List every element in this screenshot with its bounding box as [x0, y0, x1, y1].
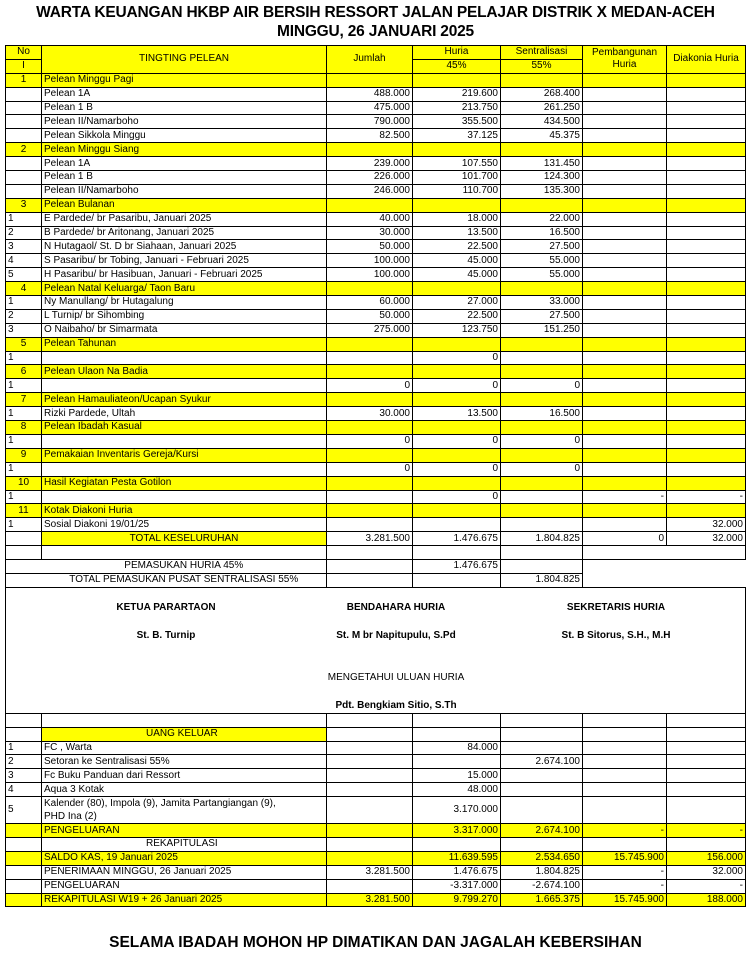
- row-jumlah: 60.000: [327, 296, 413, 310]
- penerimaan-huria: 1.476.675: [413, 865, 501, 879]
- row-label: E Pardede/ br Pasaribu, Januari 2025: [42, 212, 327, 226]
- row-huria: 110.700: [413, 184, 501, 198]
- row-huria: 0: [413, 351, 501, 365]
- pengeluaran2-row: [6, 879, 746, 893]
- row-sentral: 0: [501, 462, 583, 476]
- row-no: 5: [6, 268, 42, 282]
- saldo-row: [6, 851, 746, 865]
- saldo-pembangunan: 15.745.900: [583, 851, 667, 865]
- pengeluaran2-sentral: -2.674.100: [501, 879, 583, 893]
- row-jumlah: 50.000: [327, 309, 413, 323]
- row-sentral: 261.250: [501, 101, 583, 115]
- row-no: 1: [6, 518, 42, 532]
- row-huria: 84.000: [413, 741, 501, 755]
- section-title: Hasil Kegiatan Pesta Gotilon: [42, 476, 327, 490]
- total-diakonia: 32.000: [667, 532, 746, 546]
- table-row: [6, 490, 746, 504]
- row-label: Aqua 3 Kotak: [42, 783, 327, 797]
- row-huria: 355.500: [413, 115, 501, 129]
- row-jumlah: 100.000: [327, 254, 413, 268]
- row-huria: 15.000: [413, 769, 501, 783]
- pemasukan-huria: 1.476.675: [413, 559, 501, 573]
- header-huria: Huria: [413, 46, 501, 60]
- table-row: [6, 87, 746, 101]
- total-jumlah: 3.281.500: [327, 532, 413, 546]
- row-label: FC , Warta: [42, 741, 327, 755]
- row-huria: 0: [413, 490, 501, 504]
- table-row: [6, 115, 746, 129]
- row-jumlah: 100.000: [327, 268, 413, 282]
- row-no: 2: [6, 755, 42, 769]
- row-sentral: 55.000: [501, 254, 583, 268]
- row-huria: 219.600: [413, 87, 501, 101]
- row-huria: 22.500: [413, 240, 501, 254]
- header-i: I: [6, 59, 42, 73]
- total-huria: 1.476.675: [413, 532, 501, 546]
- section-row: [6, 504, 746, 518]
- header-huria-pct: 45%: [413, 59, 501, 73]
- section-row: [6, 337, 746, 351]
- table-row: [6, 212, 746, 226]
- total-pembangunan: 0: [583, 532, 667, 546]
- row-huria: 123.750: [413, 323, 501, 337]
- row-huria: 13.500: [413, 226, 501, 240]
- section-no: 5: [6, 337, 42, 351]
- row-sentral: 45.375: [501, 129, 583, 143]
- row-no: 3: [6, 240, 42, 254]
- keluar-row: [6, 741, 746, 755]
- row-label: Sosial Diakoni 19/01/25: [42, 518, 327, 532]
- row-jumlah: 246.000: [327, 184, 413, 198]
- section-title: Pelean Natal Keluarga/ Taon Baru: [42, 282, 327, 296]
- row-jumlah: 790.000: [327, 115, 413, 129]
- table-row: [6, 226, 746, 240]
- section-row: [6, 365, 746, 379]
- table-row: [6, 323, 746, 337]
- row-huria: 13.500: [413, 407, 501, 421]
- row-no: 1: [6, 351, 42, 365]
- penerimaan-pembangunan: -: [583, 865, 667, 879]
- section-no: 4: [6, 282, 42, 296]
- row-jumlah: 0: [327, 379, 413, 393]
- penerimaan-jumlah: 3.281.500: [327, 865, 413, 879]
- row-no: 5: [6, 797, 42, 824]
- row-huria: 0: [413, 462, 501, 476]
- row-huria: 101.700: [413, 171, 501, 185]
- keluar-row: [6, 755, 746, 769]
- section-no: 6: [6, 365, 42, 379]
- pengeluaran-label: PENGELUARAN: [42, 824, 327, 838]
- section-title: Pelean Minggu Pagi: [42, 73, 327, 87]
- sekretaris-title: SEKRETARIS HURIA: [566, 601, 666, 613]
- pengeluaran2-huria: -3.317.000: [413, 879, 501, 893]
- row-label: N Hutagaol/ St. D br Siahaan, Januari 2025: [42, 240, 327, 254]
- row-no: 3: [6, 769, 42, 783]
- row-sentral: 268.400: [501, 87, 583, 101]
- report-date: MINGGU, 26 JANUARI 2025: [277, 23, 474, 40]
- report-title: WARTA KEUANGAN HKBP AIR BERSIH RESSORT JALAN PELAJAR DISTRIK X MEDAN-ACEH: [36, 4, 715, 21]
- row-label: H Pasaribu/ br Hasibuan, Januari - Februari 2025: [42, 268, 327, 282]
- row-sentral: 0: [501, 434, 583, 448]
- section-no: 10: [6, 476, 42, 490]
- row-huria: 0: [413, 379, 501, 393]
- section-no: 9: [6, 448, 42, 462]
- table-row: [6, 518, 746, 532]
- section-title: Kotak Diakoni Huria: [42, 504, 327, 518]
- row-label: Fc Buku Panduan dari Ressort: [42, 769, 327, 783]
- pengeluaran2-label: PENGELUARAN: [42, 879, 327, 893]
- row-sentral: 2.674.100: [501, 755, 583, 769]
- table-row: [6, 296, 746, 310]
- row-jumlah: 0: [327, 462, 413, 476]
- rekap-title-row: [6, 837, 746, 851]
- section-row: [6, 198, 746, 212]
- rekap-diakonia: 188.000: [667, 893, 746, 907]
- row-diakonia: 32.000: [667, 518, 746, 532]
- section-title: Pemakaian Inventaris Gereja/Kursi: [42, 448, 327, 462]
- section-title: Pelean Hamauliateon/Ucapan Syukur: [42, 393, 327, 407]
- total-label: TOTAL KESELURUHAN: [42, 532, 327, 546]
- section-title: Pelean Ibadah Kasual: [42, 421, 327, 435]
- row-label: Ny Manullang/ br Hutagalung: [42, 296, 327, 310]
- header-no: No: [6, 46, 42, 60]
- row-label: Pelean 1 B: [42, 171, 327, 185]
- section-row: [6, 448, 746, 462]
- row-jumlah: 82.500: [327, 129, 413, 143]
- row-label: Pelean II/Namarboho: [42, 115, 327, 129]
- penerimaan-label: PENERIMAAN MINGGU, 26 Januari 2025: [42, 865, 327, 879]
- row-sentral: 131.450: [501, 157, 583, 171]
- row-jumlah: 239.000: [327, 157, 413, 171]
- table-row: [6, 171, 746, 185]
- row-huria: 18.000: [413, 212, 501, 226]
- row-huria: 22.500: [413, 309, 501, 323]
- pengeluaran-diakonia: -: [667, 824, 746, 838]
- rekap-pembangunan: 15.745.900: [583, 893, 667, 907]
- row-sentral: 0: [501, 379, 583, 393]
- row-no: 4: [6, 783, 42, 797]
- uang-keluar-row: [6, 727, 746, 741]
- section-no: 7: [6, 393, 42, 407]
- section-row: [6, 143, 746, 157]
- row-jumlah: 50.000: [327, 240, 413, 254]
- row-label: Rizki Pardede, Ultah: [42, 407, 327, 421]
- section-row: [6, 421, 746, 435]
- row-huria: 3.170.000: [413, 797, 501, 824]
- row-sentral: 434.500: [501, 115, 583, 129]
- table-row: [6, 129, 746, 143]
- row-label: Pelean II/Namarboho: [42, 184, 327, 198]
- table-row: [6, 240, 746, 254]
- sekretaris-name: St. B Sitorus, S.H., M.H: [561, 629, 671, 641]
- table-row: [6, 351, 746, 365]
- table-row: [6, 309, 746, 323]
- spacer-row: [6, 546, 746, 560]
- row-no: 1: [6, 434, 42, 448]
- section-title: Pelean Ulaon Na Badia: [42, 365, 327, 379]
- rekap-huria: 9.799.270: [413, 893, 501, 907]
- pengeluaran-pembangunan: -: [583, 824, 667, 838]
- row-huria: 45.000: [413, 254, 501, 268]
- header-row: [6, 46, 746, 60]
- pengeluaran2-diakonia: -: [667, 879, 746, 893]
- table-row: [6, 101, 746, 115]
- saldo-label: SALDO KAS, 19 Januari 2025: [42, 851, 327, 865]
- row-label: Pelean 1A: [42, 157, 327, 171]
- row-sentral: 27.500: [501, 309, 583, 323]
- row-sentral: 16.500: [501, 407, 583, 421]
- row-sentral: 22.000: [501, 212, 583, 226]
- pengeluaran2-pembangunan: -: [583, 879, 667, 893]
- row-jumlah: 275.000: [327, 323, 413, 337]
- row-sentral: 124.300: [501, 171, 583, 185]
- row-jumlah: 488.000: [327, 87, 413, 101]
- row-huria: 107.550: [413, 157, 501, 171]
- pusat-sentral: 1.804.825: [501, 573, 583, 587]
- pengeluaran-sentral: 2.674.100: [501, 824, 583, 838]
- row-sentral: 16.500: [501, 226, 583, 240]
- row-no: 4: [6, 254, 42, 268]
- table-row: [6, 157, 746, 171]
- section-row: [6, 476, 746, 490]
- row-label: O Naibaho/ br Simarmata: [42, 323, 327, 337]
- section-no: 3: [6, 198, 42, 212]
- pusat-label: TOTAL PEMASUKAN PUSAT SENTRALISASI 55%: [42, 573, 327, 587]
- penerimaan-row: [6, 865, 746, 879]
- header-tingting: TINGTING PELEAN: [42, 46, 327, 74]
- row-no: 2: [6, 226, 42, 240]
- row-sentral: 135.300: [501, 184, 583, 198]
- row-huria: 48.000: [413, 783, 501, 797]
- row-jumlah: 226.000: [327, 171, 413, 185]
- header-sentral-pct: 55%: [501, 59, 583, 73]
- pusat-row: [6, 573, 746, 587]
- section-title: Pelean Bulanan: [42, 198, 327, 212]
- row-label: Kalender (80), Impola (9), Jamita Partangiangan (9),: [44, 798, 276, 810]
- row-no: 2: [6, 309, 42, 323]
- rekap-jumlah: 3.281.500: [327, 893, 413, 907]
- finance-table: [5, 45, 746, 907]
- row-no: 3: [6, 323, 42, 337]
- row-sentral: [501, 769, 583, 783]
- row-pembangunan: -: [583, 490, 667, 504]
- section-no: 11: [6, 504, 42, 518]
- row-huria: 0: [413, 434, 501, 448]
- spacer-row: [6, 713, 746, 727]
- keluar-row: [6, 797, 746, 824]
- saldo-sentral: 2.534.650: [501, 851, 583, 865]
- row-sentral: [501, 783, 583, 797]
- pemasukan-label: PEMASUKAN HURIA 45%: [42, 559, 327, 573]
- footer-notice: SELAMA IBADAH MOHON HP DIMATIKAN DAN JAGALAH KEBERSIHAN: [109, 934, 642, 951]
- row-jumlah: 40.000: [327, 212, 413, 226]
- rekap-sentral: 1.665.375: [501, 893, 583, 907]
- section-no: 2: [6, 143, 42, 157]
- section-row: [6, 282, 746, 296]
- table-row: [6, 407, 746, 421]
- row-sentral: 33.000: [501, 296, 583, 310]
- section-no: 1: [6, 73, 42, 87]
- total-sentral: 1.804.825: [501, 532, 583, 546]
- row-jumlah: 0: [327, 434, 413, 448]
- row-no: 1: [6, 462, 42, 476]
- bendahara-title: BENDAHARA HURIA: [346, 601, 446, 613]
- header-sentralisasi: Sentralisasi: [501, 46, 583, 60]
- pengeluaran-row: [6, 824, 746, 838]
- row-no: 1: [6, 379, 42, 393]
- row-sentral: 55.000: [501, 268, 583, 282]
- row-no: 1: [6, 407, 42, 421]
- bendahara-name: St. M br Napitupulu, S.Pd: [336, 629, 456, 641]
- uluan-name: Pdt. Bengkiam Sitio, S.Th: [335, 699, 457, 711]
- row-label: Setoran ke Sentralisasi 55%: [42, 755, 327, 769]
- row-label: Pelean 1A: [42, 87, 327, 101]
- row-huria: 37.125: [413, 129, 501, 143]
- row-label: Pelean 1 B: [42, 101, 327, 115]
- row-huria: 27.000: [413, 296, 501, 310]
- row-sentral: 151.250: [501, 323, 583, 337]
- saldo-diakonia: 156.000: [667, 851, 746, 865]
- row-sentral: [501, 741, 583, 755]
- section-no: 8: [6, 421, 42, 435]
- row-label: L Turnip/ br Sihombing: [42, 309, 327, 323]
- section-title: Pelean Tahunan: [42, 337, 327, 351]
- row-label-2: PHD Ina (2): [44, 811, 97, 823]
- row-no: 1: [6, 296, 42, 310]
- rekap-title: REKAPITULASI: [42, 837, 327, 851]
- row-no: 1: [6, 741, 42, 755]
- signature-block: [6, 587, 746, 713]
- header-diakonia: Diakonia Huria: [667, 46, 746, 74]
- table-row: [6, 434, 746, 448]
- penerimaan-sentral: 1.804.825: [501, 865, 583, 879]
- ketua-title: KETUA PARARTAON: [116, 601, 216, 613]
- saldo-huria: 11.639.595: [413, 851, 501, 865]
- section-row: [6, 73, 746, 87]
- row-label: S Pasaribu/ br Tobing, Januari - Februari 2025: [42, 254, 327, 268]
- uang-keluar-label: UANG KELUAR: [42, 727, 327, 741]
- table-row: [6, 254, 746, 268]
- row-diakonia: -: [667, 490, 746, 504]
- penerimaan-diakonia: 32.000: [667, 865, 746, 879]
- row-jumlah: 475.000: [327, 101, 413, 115]
- row-jumlah: 30.000: [327, 226, 413, 240]
- row-label: B Pardede/ br Aritonang, Januari 2025: [42, 226, 327, 240]
- table-row: [6, 462, 746, 476]
- rekap-label: REKAPITULASI W19 + 26 Januari 2025: [42, 893, 327, 907]
- row-huria: 45.000: [413, 268, 501, 282]
- table-row: [6, 379, 746, 393]
- section-row: [6, 393, 746, 407]
- pemasukan-row: [6, 559, 746, 573]
- row-jumlah: 30.000: [327, 407, 413, 421]
- header-pembangunan: Pembangunan Huria: [583, 46, 667, 74]
- table-row: [6, 184, 746, 198]
- section-title: Pelean Minggu Siang: [42, 143, 327, 157]
- table-row: [6, 268, 746, 282]
- header-jumlah: Jumlah: [327, 46, 413, 74]
- row-label: Pelean Sikkola Minggu: [42, 129, 327, 143]
- pengeluaran-huria: 3.317.000: [413, 824, 501, 838]
- row-sentral: 27.500: [501, 240, 583, 254]
- keluar-row: [6, 769, 746, 783]
- mengetahui-label: MENGETAHUI ULUAN HURIA: [327, 671, 465, 683]
- row-huria: 213.750: [413, 101, 501, 115]
- total-row: [6, 532, 746, 546]
- row-huria: [413, 755, 501, 769]
- row-no: 1: [6, 212, 42, 226]
- keluar-row: [6, 783, 746, 797]
- ketua-name: St. B. Turnip: [136, 629, 196, 641]
- row-no: 1: [6, 490, 42, 504]
- rekap-row: [6, 893, 746, 907]
